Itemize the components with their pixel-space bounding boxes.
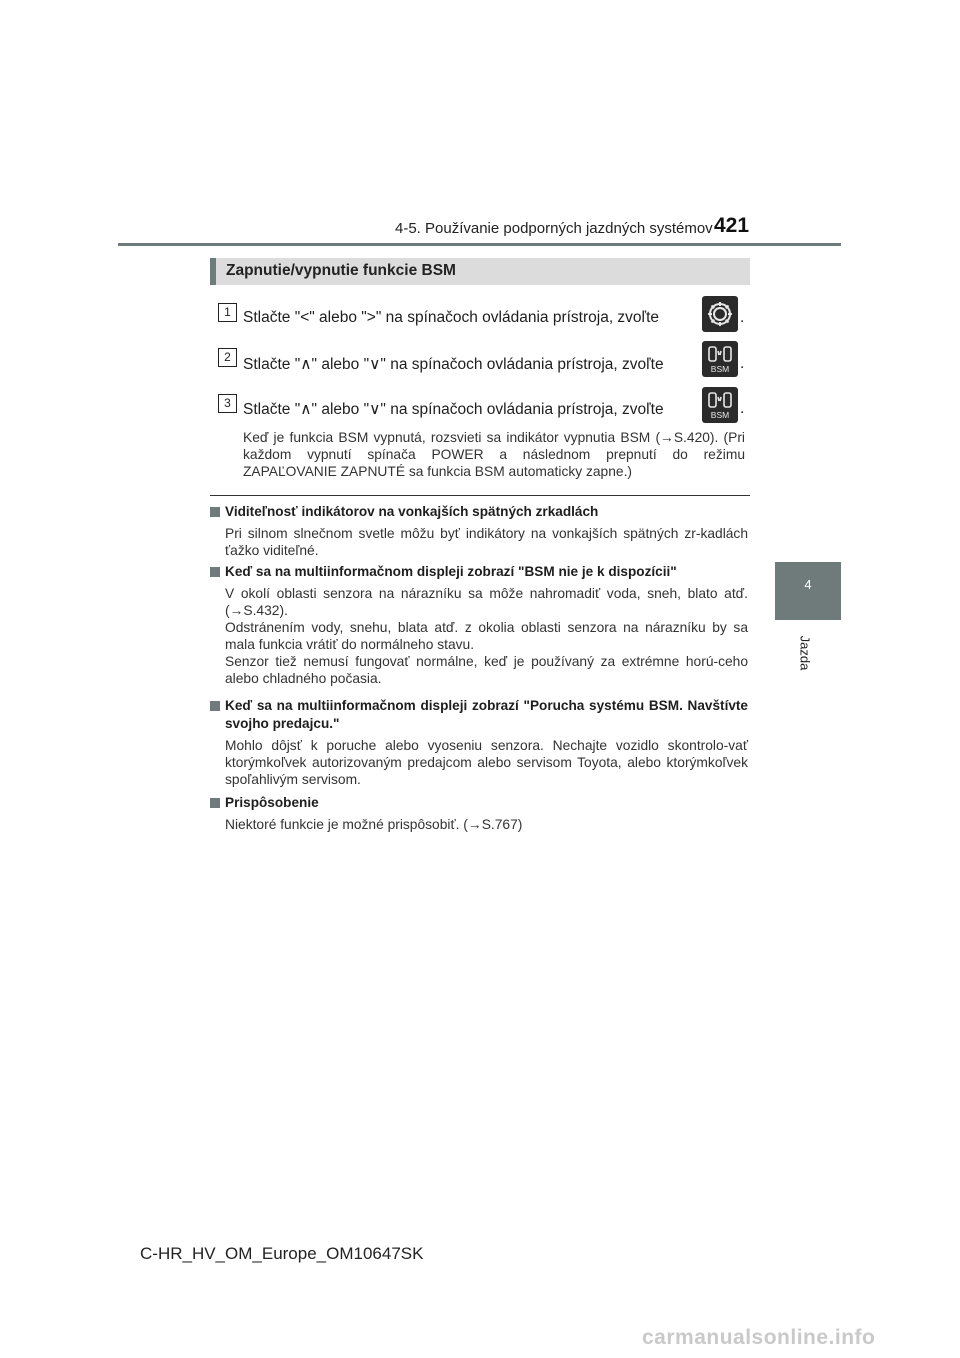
chapter-side-number: 4 xyxy=(804,577,812,592)
bsm-icon xyxy=(702,387,738,423)
step-text-2-content: Stlačte "∧" alebo "∨" na spínačoch ovládania prístroja, zvoľte xyxy=(243,356,664,373)
header-rule xyxy=(118,243,841,246)
step-end-3: . xyxy=(740,400,745,417)
bsm-icon-label: BSM xyxy=(710,364,730,374)
bsm-off-note: Keď je funkcia BSM vypnutá, rozsvieti sa indikátor vypnutia BSM (→S.420). (Pri každom vypnutí spínača POWER a následnom prepnutí do režimu ZAPAĽOVANIE ZAPNUTÉ sa funkcia BSM automaticky zapne.) xyxy=(243,430,745,479)
step-text-1 xyxy=(243,309,659,327)
bullet-square-icon xyxy=(210,798,220,808)
step-number-2: 2 xyxy=(218,348,237,367)
step-text-3 xyxy=(243,400,664,419)
bullet-title-text: Keď sa na multiinformačnom displeji zobrazí "Porucha systému BSM. Navštívte svojho predajcu." xyxy=(225,698,748,731)
bullet-body-line: Senzor tiež nemusí fungovať normálne, keď je používaný za extrémne horú-ceho alebo chladného počasia. xyxy=(225,654,748,686)
bullet-title-text: Prispôsobenie xyxy=(225,795,319,810)
bullet-body: Pri silnom slnečnom svetle môžu byť indikátory na vonkajších spätných zr-kadlách ťažko viditeľné. xyxy=(225,526,748,558)
bullet-title xyxy=(210,697,748,733)
bullet-system-malfunction xyxy=(210,697,748,788)
bullet-body: Niektoré funkcie je možné prispôsobiť. (→S.767) xyxy=(225,817,523,832)
bullet-title-text: Viditeľnosť indikátorov na vonkajších spätných zrkadlách xyxy=(225,504,599,519)
step-text-3-content: Stlačte "∧" alebo "∨" na spínačoch ovládania prístroja, zvoľte xyxy=(243,401,664,418)
step-end-2: . xyxy=(740,355,745,372)
chapter-side-label: Jazda xyxy=(797,635,813,671)
step-text-2 xyxy=(243,355,664,374)
bullet-customization xyxy=(210,794,748,833)
bullet-square-icon xyxy=(210,701,220,711)
chapter-side-label-wrap xyxy=(795,628,815,678)
watermark: carmanualsonline.info xyxy=(642,1326,876,1349)
section-heading-text: Zapnutie/vypnutie funkcie BSM xyxy=(226,262,456,279)
step-number-1: 1 xyxy=(218,303,237,322)
bullet-title xyxy=(210,503,748,521)
section-heading-bar xyxy=(210,258,216,285)
settings-gear-icon xyxy=(702,296,738,332)
step-text-1-content: Stlačte "<" alebo ">" na spínačoch ovládania prístroja, zvoľte xyxy=(243,309,659,326)
bsm-icon xyxy=(702,341,738,377)
step-number-3: 3 xyxy=(218,394,237,413)
bullet-body: Mohlo dôjsť k poruche alebo vyoseniu senzora. Nechajte vozidlo skontrolo-vať ktorýmkoľvek autorizovaným predajcom alebo servisom Toyota, alebo ktorýmkoľvek spoľahlivým servisom. xyxy=(225,738,748,787)
bullet-title-text: Keď sa na multiinformačnom displeji zobrazí "BSM nie je k dispozícii" xyxy=(225,564,677,579)
section-heading xyxy=(210,258,750,285)
bullet-body xyxy=(210,585,748,687)
bullet-square-icon xyxy=(210,507,220,517)
bsm-icon-label: BSM xyxy=(710,410,730,420)
document-id: C-HR_HV_OM_Europe_OM10647SK xyxy=(140,1244,424,1263)
bullet-title xyxy=(210,794,748,812)
bullet-body-line: Odstránením vody, snehu, blata atď. z okolia oblasti senzora na nárazníku by sa mala funkcia vrátiť do normálneho stavu. xyxy=(225,620,748,652)
bullet-not-available xyxy=(210,563,748,687)
bullet-visibility xyxy=(210,503,748,559)
chapter-title: 4-5. Používanie podporných jazdných systémov xyxy=(395,220,713,237)
step-end-1: . xyxy=(740,309,745,326)
section-divider xyxy=(210,495,750,496)
bullet-square-icon xyxy=(210,567,220,577)
bullet-body-line: V okolí oblasti senzora na nárazníku sa môže nahromadiť voda, sneh, blato atď. (→S.432). xyxy=(225,586,748,618)
bullet-title xyxy=(210,563,748,581)
page-number: 421 xyxy=(714,214,750,237)
